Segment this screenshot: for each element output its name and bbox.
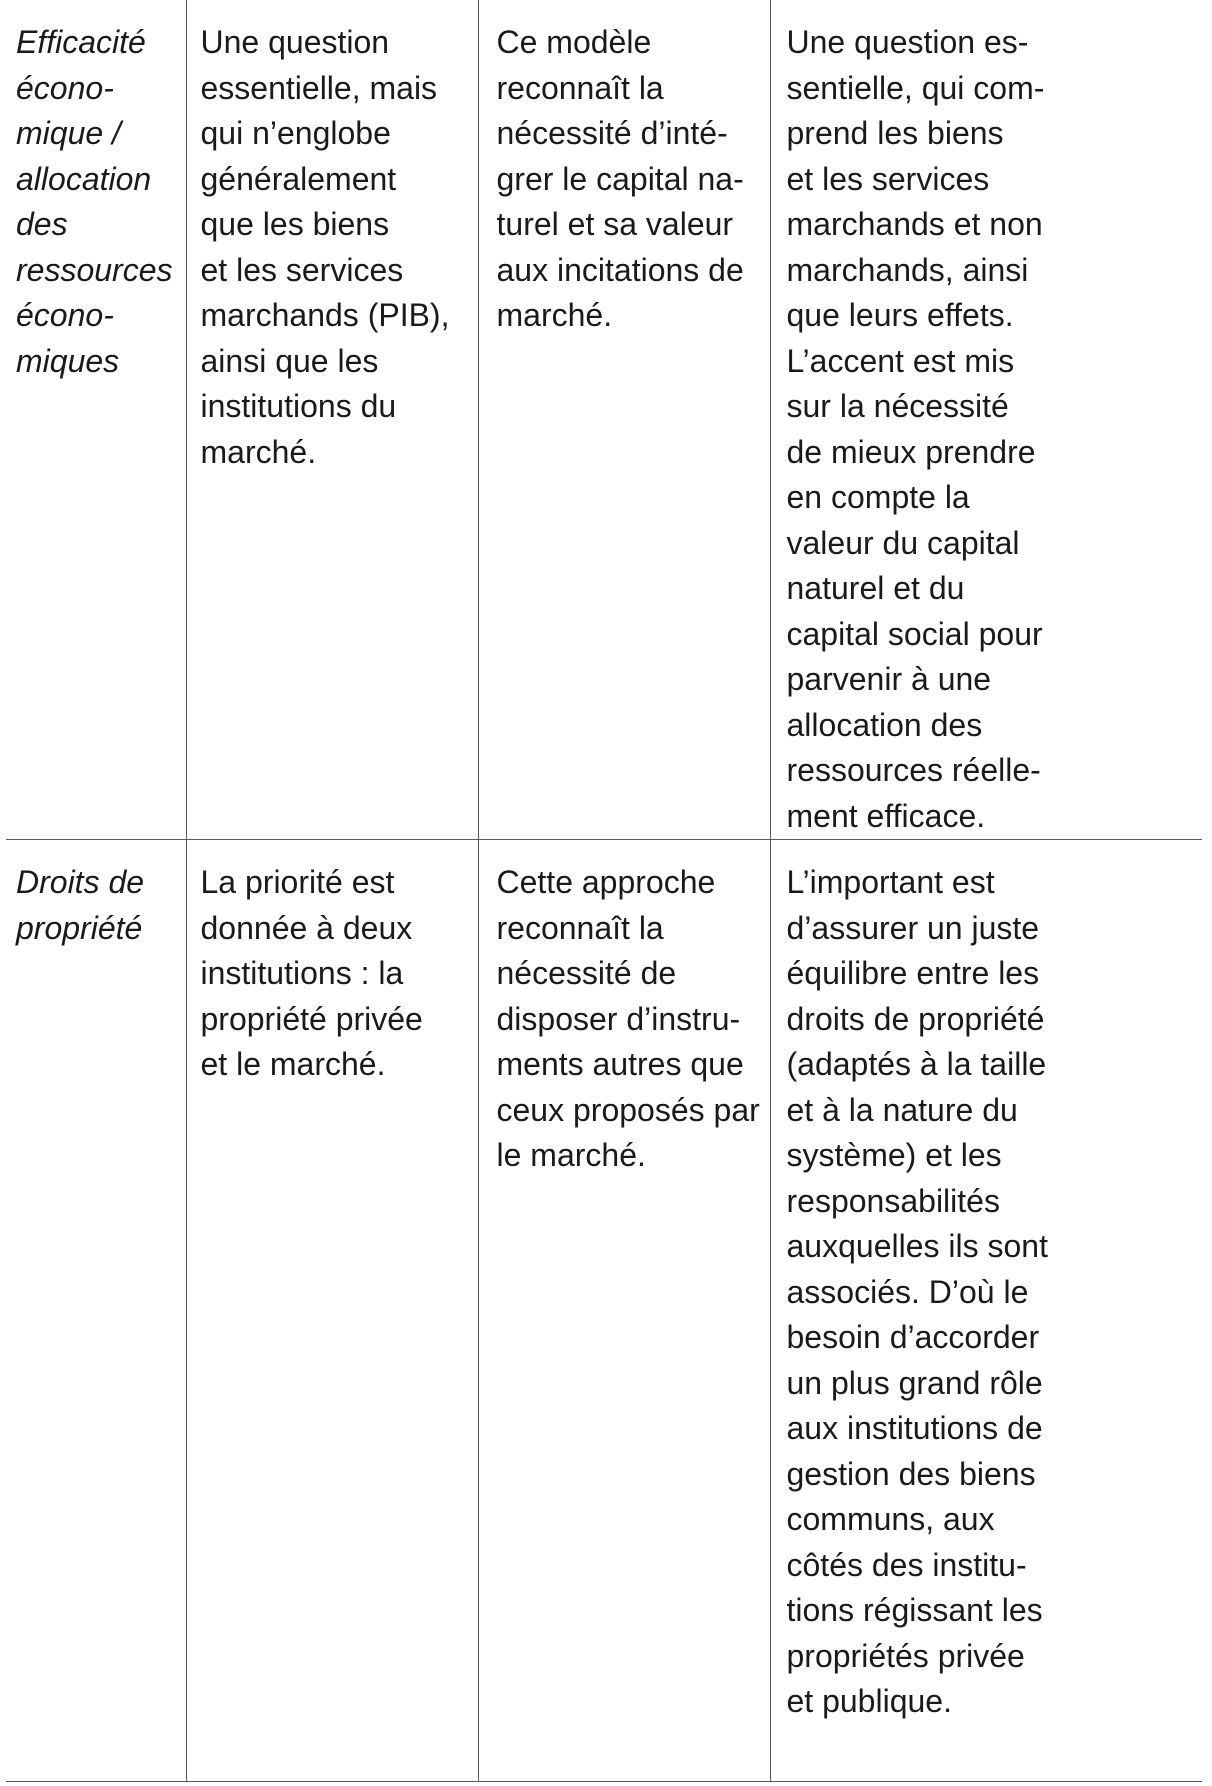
table-cell — [770, 0, 1202, 840]
cell-text-line: écono- — [16, 297, 114, 333]
cell-text-line: turel et sa valeur — [496, 206, 734, 242]
cell-text-line: capital social pour — [786, 615, 1043, 652]
cell-text-line: aux incitations de — [496, 251, 744, 288]
comparison-table — [6, 0, 1202, 1782]
cell-text-line: besoin d’accorder — [786, 1319, 1040, 1355]
cell-text-line: aux institutions de — [786, 1410, 1043, 1446]
cell-text-line: L’accent est mis — [786, 342, 1015, 379]
table-row — [6, 0, 1202, 840]
cell-text-line: le marché. — [496, 1137, 646, 1173]
cell-text-line: côtés des institu- — [786, 1546, 1027, 1583]
cell-text-line: sentielle, qui com- — [786, 69, 1045, 106]
cell-text-line: système) et les — [786, 1137, 1002, 1173]
cell-text-line: institutions : la — [200, 955, 404, 991]
cell-text-line: reconnaît la — [496, 69, 664, 106]
cell-text-line: reconnaît la — [496, 909, 664, 946]
table-cell — [186, 0, 478, 840]
cell-text-line: en compte la — [786, 479, 970, 515]
cell-text-line: communs, aux — [786, 1501, 995, 1537]
cell-text-line: Une question es- — [786, 24, 1029, 60]
cell-text-line: marchands (PIB), — [200, 297, 450, 333]
cell-text-line: généralement — [200, 160, 397, 197]
cell-text-line: ments autres que — [496, 1046, 744, 1082]
cell-text-line: allocation — [16, 160, 152, 197]
cell-text-line: valeur du capital — [786, 524, 1020, 561]
cell-text-line: que leurs effets. — [786, 297, 1014, 333]
cell-text-line: marchands et non — [786, 206, 1043, 242]
cell-text-line: prend les biens — [786, 115, 1004, 151]
cell-text-line: La priorité est — [200, 864, 395, 900]
cell-text-line: et à la nature du — [786, 1091, 1018, 1128]
cell-text-line: propriétés privée — [786, 1637, 1025, 1674]
cell-text-line: de mieux prendre — [786, 433, 1036, 470]
cell-text-line: ressources réelle- — [786, 752, 1041, 788]
row-label-cell — [6, 840, 186, 1782]
cell-text-line: et les services — [786, 160, 990, 197]
table-row — [6, 840, 1202, 1782]
cell-text-line: nécessité d’inté- — [496, 115, 728, 151]
cell-text-line: et les services — [200, 251, 404, 288]
cell-text-line: institutions du — [200, 388, 397, 424]
row-label-cell — [6, 0, 186, 840]
cell-text-line: (adaptés à la taille — [786, 1046, 1047, 1082]
cell-text-line: parvenir à une — [786, 661, 992, 697]
cell-text-line: propriété privée — [200, 1000, 423, 1037]
cell-text-line: marché. — [200, 433, 317, 470]
cell-text-line: d’assurer un juste — [786, 909, 1040, 946]
cell-text-line: et le marché. — [200, 1046, 386, 1082]
cell-text-line: droits de propriété — [786, 1000, 1045, 1037]
cell-text-line: grer le capital na- — [496, 160, 744, 197]
cell-text-line: nécessité de — [496, 955, 677, 991]
cell-text-line: Ce modèle — [496, 24, 652, 60]
cell-text-line: associés. D’où le — [786, 1273, 1029, 1310]
cell-text-line: Cette approche — [496, 864, 716, 900]
cell-text-line: marché. — [496, 297, 613, 333]
cell-text-line: propriété — [16, 909, 143, 946]
cell-text-line: gestion des biens — [786, 1455, 1036, 1492]
table-cell — [186, 840, 478, 1782]
cell-text-line: qui n’englobe — [200, 115, 391, 151]
cell-text-line: allocation des — [786, 706, 983, 743]
table-cell — [478, 0, 770, 840]
cell-text-line: Droits de — [16, 864, 145, 900]
table-cell — [478, 840, 770, 1782]
cell-text-line: Efficacité — [16, 24, 146, 60]
cell-text-line: équilibre entre les — [786, 955, 1040, 991]
cell-text-line: ment efficace. — [786, 797, 986, 834]
cell-text-line: responsabilités — [786, 1182, 1000, 1219]
cell-text-line: que les biens — [200, 206, 390, 242]
cell-text-line: disposer d’instru- — [496, 1000, 741, 1037]
table-cell — [770, 840, 1202, 1782]
cell-text-line: L’important est — [786, 864, 995, 900]
cell-text-line: et publique. — [786, 1683, 952, 1719]
cell-text-line: ressources — [16, 251, 173, 288]
cell-text-line: ceux proposés par — [496, 1091, 760, 1128]
cell-text-line: naturel et du — [786, 570, 965, 606]
cell-text-line: un plus grand rôle — [786, 1364, 1043, 1401]
cell-text-line: ainsi que les — [200, 342, 379, 379]
cell-text-line: miques — [16, 342, 120, 379]
cell-text-line: écono- — [16, 69, 114, 106]
cell-text-line: tions régissant les — [786, 1592, 1043, 1628]
cell-text-line: Une question — [200, 24, 390, 60]
cell-text-line: sur la nécessité — [786, 388, 1009, 424]
cell-text-line: donnée à deux — [200, 909, 413, 946]
cell-text-line: auxquelles ils sont — [786, 1228, 1048, 1264]
cell-text-line: essentielle, mais — [200, 69, 438, 106]
cell-text-line: mique / — [16, 115, 121, 151]
cell-text-line: des — [16, 206, 68, 242]
cell-text-line: marchands, ainsi — [786, 251, 1029, 288]
